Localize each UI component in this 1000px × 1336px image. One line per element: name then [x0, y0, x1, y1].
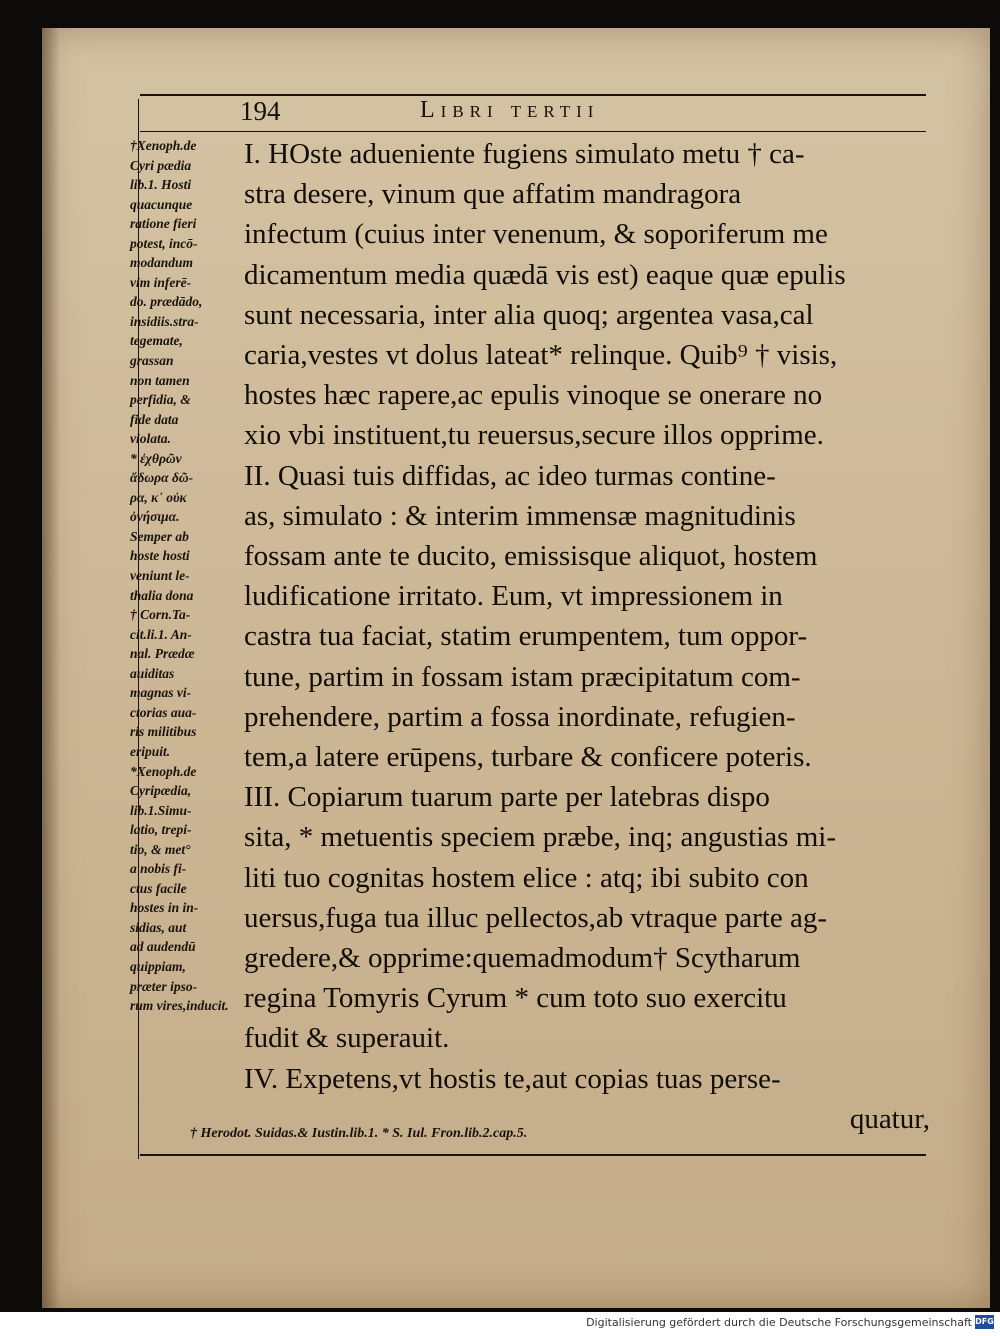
digitization-credit: Digitalisierung gefördert durch die Deutsche Forschungsgemeinschaft — [586, 1316, 972, 1329]
text-line: sita, * metuentis speciem præbe, inq; angustias mi- — [244, 821, 836, 854]
text-line: II. Quasi tuis diffidas, ac ideo turmas contine- — [244, 459, 776, 492]
marginal-note-line: ἄδωρα δῶ- — [130, 470, 194, 486]
marginal-note-line: †Xenoph.de — [130, 138, 197, 153]
marginal-note-line: quacunque — [130, 196, 193, 212]
text-line: regina Tomyris Cyrum * cum toto suo exercitu — [244, 982, 787, 1015]
text-line: I. HOste adueniente fugiens simulato metu † ca- — [244, 138, 805, 170]
marginal-note-line: modandum — [130, 255, 194, 271]
marginal-note-line: † Corn.Ta- — [130, 607, 191, 623]
marginal-note-line: ὀνήσιμα. — [130, 509, 180, 525]
marginal-note-line: do. prædādo, — [130, 294, 203, 310]
marginal-note-line: Cyri pædia — [130, 157, 192, 173]
text-line: caria,vestes vt dolus lateat* relinque. Quib⁹ † visis, — [244, 339, 838, 372]
marginal-note-line: præter ipso- — [130, 978, 198, 994]
text-line: gredere,& opprime:quemadmodum† Scytharum — [244, 942, 801, 975]
marginal-note-line: hoste hosti — [130, 548, 190, 564]
marginal-note-line: fide data — [130, 411, 179, 427]
text-line: xio vbi instituent,tu reuersus,secure illos opprime. — [244, 419, 824, 452]
marginal-note-line: quippiam, — [130, 958, 186, 974]
main-text — [244, 134, 934, 1139]
text-line: quatur, — [849, 1102, 930, 1135]
marginal-note-line: lib.1.Simu- — [130, 802, 192, 818]
text-line: stra desere, vinum que affatim mandragora — [244, 178, 742, 211]
marginal-note-line: thalia dona — [130, 587, 194, 603]
marginal-note-line: latio, trepi- — [130, 822, 192, 838]
marginal-note-line: ctus facile — [130, 880, 187, 896]
text-line: fudit & superauit. — [244, 1022, 450, 1055]
marginal-note-line: lib.1. Hosti — [130, 177, 192, 193]
marginal-note-line: veniunt le- — [130, 568, 190, 584]
marginal-note-line: cit.li.1. An- — [130, 626, 192, 642]
marginal-note-line: tio, & met° — [130, 841, 191, 857]
marginal-note-line: non tamen — [130, 372, 190, 388]
text-line: ludificatione irritato. Eum, vt impressionem in — [244, 580, 783, 613]
marginal-note-line: ctorias aua- — [130, 704, 197, 720]
marginal-note-line: nal. Prædæ — [130, 646, 195, 662]
marginal-note-line: ad audendū — [130, 939, 196, 955]
text-line: sunt necessaria, inter alia quoq; argentea vasa,cal — [244, 298, 814, 331]
marginal-note-line: hostes in in- — [130, 900, 199, 916]
marginal-note-line: Semper ab — [130, 528, 189, 544]
text-line: fossam ante te ducito, emissisque aliquot, hostem — [244, 540, 818, 573]
marginal-note-line: tegemate, — [130, 333, 183, 349]
footnote: † Herodot. Suidas.& Iustin.lib.1. * S. Iul. Fron.lib.2.cap.5. — [190, 1126, 528, 1141]
footer-rule — [140, 1154, 926, 1156]
text-line: tune, partim in fossam istam præcipitatum com- — [244, 660, 801, 693]
text-line: liti tuo cognitas hostem elice : atq; ibi subito con — [244, 861, 809, 894]
marginal-note-line: a nobis fi- — [130, 861, 187, 877]
marginal-note-line: perfidia, & — [130, 392, 191, 408]
marginal-note-line: insidiis.stra- — [130, 313, 199, 329]
marginal-note-line: Cyripædia, — [130, 783, 192, 799]
text-line: infectum (cuius inter venenum, & soporiferum me — [244, 218, 828, 251]
marginal-note-line: *Xenoph.de — [130, 763, 197, 779]
text-line: tem,a latere erūpens, turbare & conficere poteris. — [244, 741, 812, 774]
marginal-note-line: violata. — [130, 431, 171, 447]
text-line: uersus,fuga tua illuc pellectos,ab vtraque parte ag- — [244, 901, 827, 934]
dfg-logo: DFG — [975, 1315, 994, 1329]
running-head: Libri tertii — [420, 97, 600, 123]
text-line: castra tua faciat, statim erumpentem, tum oppor- — [244, 620, 808, 653]
text-line: hostes hæc rapere,ac epulis vinoque se onerare no — [244, 379, 823, 412]
text-line: prehendere, partim a fossa inordinate, refugien- — [244, 700, 796, 733]
marginal-note-line: grassan — [130, 353, 174, 369]
marginal-note-line: ρα, κ᾽ οὐκ — [130, 489, 187, 505]
text-line: IV. Expetens,vt hostis te,aut copias tuas perse- — [244, 1062, 781, 1095]
marginal-note-line: sidias, aut — [130, 919, 187, 935]
marginal-note-line: magnas vi- — [130, 685, 192, 701]
header-rule-lower — [140, 131, 926, 132]
text-line: as, simulato : & interim immensæ magnitudinis — [244, 499, 796, 532]
marginal-note-line: eripuit. — [130, 743, 171, 759]
text-line: III. Copiarum tuarum parte per latebras dispo — [244, 781, 770, 814]
marginal-note-line: * ἐχθρῶν — [130, 450, 182, 466]
marginal-note-line: rum vires,inducit. — [130, 998, 229, 1014]
text-line: dicamentum media quædā vis est) eaque quæ epulis — [244, 258, 846, 291]
marginal-note-line: auiditas — [130, 665, 175, 681]
marginal-note-line: ris militibus — [130, 724, 197, 740]
page-number: 194 — [240, 96, 281, 126]
marginal-note-line: vim inferē- — [130, 274, 192, 290]
marginal-notes — [130, 136, 252, 1016]
marginal-note-line: ratione fieri — [130, 216, 197, 232]
marginal-note-line: potest, incō- — [130, 235, 198, 251]
